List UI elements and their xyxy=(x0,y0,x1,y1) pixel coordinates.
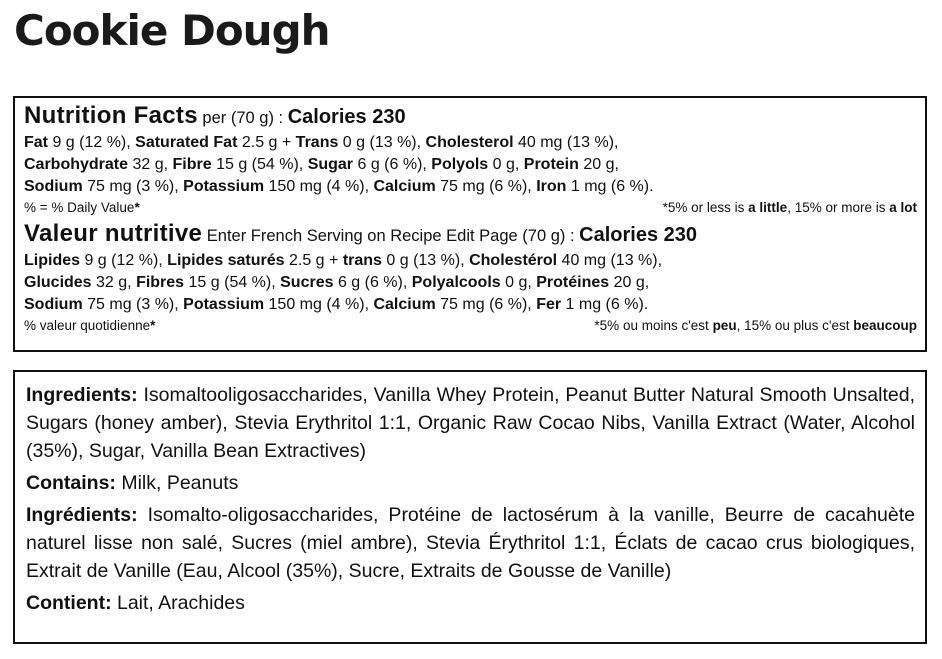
potassium-label: Potassium xyxy=(183,178,265,195)
contains-en xyxy=(26,469,915,497)
protein-value: 20 g, xyxy=(609,274,650,291)
dv-note-text: % = % Daily Value xyxy=(24,200,135,215)
saturated-fat-label: Saturated Fat xyxy=(135,134,238,151)
daily-value-note-en xyxy=(24,198,140,217)
sodium-label: Sodium xyxy=(24,178,83,195)
carbohydrate-label: Glucides xyxy=(24,274,92,291)
trans-label: Trans xyxy=(295,134,339,151)
potassium-value: 150 mg (4 %), xyxy=(264,296,374,313)
footnote-text-b: , 15% or more is xyxy=(787,200,890,215)
cholesterol-value: 40 mg (13 %), xyxy=(513,134,619,151)
sodium-value: 75 mg (3 %), xyxy=(82,296,184,313)
contains-fr-label: Contient: xyxy=(26,592,112,614)
ingredients-fr xyxy=(26,501,915,585)
calcium-label: Calcium xyxy=(373,178,436,195)
nutrient-row-minerals-fr xyxy=(24,294,917,316)
calcium-value: 75 mg (6 %), xyxy=(435,178,537,195)
iron-label: Fer xyxy=(536,296,562,313)
nutrient-row-carbs-en xyxy=(24,154,917,176)
fat-value: 9 g (12 %), xyxy=(48,134,136,151)
sodium-value: 75 mg (3 %), xyxy=(82,178,184,195)
ingredients-en-text: Isomaltooligosaccharides, Vanilla Whey Protein, Peanut Butter Natural Smooth Unsalted, Sugars (honey amber), Stevia Erythritol 1:1, Organic Raw Cocao Nibs, Vanilla Extract (Water, Alcohol (35%), Sugar, Vanilla Bean Extractives) xyxy=(26,384,915,462)
saturated-fat-value: 2.5 g + xyxy=(237,134,296,151)
dv-star: * xyxy=(150,318,156,333)
nutrient-row-carbs-fr xyxy=(24,272,917,294)
fibre-label: Fibres xyxy=(136,274,185,291)
potassium-value: 150 mg (4 %), xyxy=(264,178,374,195)
trans-label: trans xyxy=(342,252,382,269)
nutrition-facts-heading: Nutrition Facts xyxy=(24,102,198,129)
protein-label: Protéines xyxy=(536,274,610,291)
ingredients-fr-text: Isomalto-oligosaccharides, Protéine de lactosérum à la vanille, Beurre de cacahuète naturel lisse non salé, Sucres (miel ambre), Stevia Érythritol 1:1, Éclats de cacao crus biologiques, Extrait de Vanille (Eau, Alcool (35%), Sucre, Extraits de Gousse de Vanille) xyxy=(26,504,915,582)
contains-en-label: Contains: xyxy=(26,472,116,494)
ingredients-box xyxy=(13,370,927,644)
calcium-value: 75 mg (6 %), xyxy=(435,296,537,313)
potassium-label: Potassium xyxy=(183,296,265,313)
contains-en-text: Milk, Peanuts xyxy=(115,472,239,494)
fat-label: Lipides xyxy=(24,252,81,269)
footnote-little: peu xyxy=(712,318,737,333)
polyols-value: 0 g, xyxy=(500,274,537,291)
trans-value: 0 g (13 %), xyxy=(338,134,426,151)
sugar-label: Sucres xyxy=(280,274,334,291)
trans-value: 0 g (13 %), xyxy=(381,252,470,269)
sugar-label: Sugar xyxy=(307,156,354,173)
carbohydrate-label: Carbohydrate xyxy=(24,156,129,173)
calories-fr: Calories 230 xyxy=(579,224,698,246)
nutrient-row-fats-en xyxy=(24,132,917,154)
footnote-text-b: , 15% ou plus c'est xyxy=(736,318,854,333)
ingredients-fr-label: Ingrédients: xyxy=(26,504,138,526)
ingredients-en-label: Ingredients: xyxy=(26,384,138,406)
fibre-value: 15 g (54 %), xyxy=(211,156,308,173)
dv-star: * xyxy=(134,200,140,215)
daily-value-footnote-en xyxy=(663,198,917,217)
fat-label: Fat xyxy=(24,134,48,151)
polyols-value: 0 g, xyxy=(488,156,524,173)
product-title: Cookie Dough xyxy=(14,6,330,55)
iron-label: Iron xyxy=(536,178,567,195)
daily-value-row-en xyxy=(24,198,917,217)
footnote-text-a: *5% ou moins c'est xyxy=(594,318,713,333)
serving-size-fr: Enter French Serving on Recipe Edit Page (70 g) : xyxy=(202,227,580,245)
cholesterol-label: Cholesterol xyxy=(425,134,514,151)
dv-note-text: % valeur quotidienne xyxy=(24,318,151,333)
footnote-lot: a lot xyxy=(889,200,917,215)
fibre-value: 15 g (54 %), xyxy=(184,274,281,291)
calories-en: Calories 230 xyxy=(287,106,406,128)
nutrition-fr-header xyxy=(24,220,917,250)
footnote-text-a: *5% or less is xyxy=(662,200,749,215)
protein-value: 20 g, xyxy=(578,156,619,173)
polyols-label: Polyalcools xyxy=(411,274,501,291)
sodium-label: Sodium xyxy=(24,296,83,313)
iron-value: 1 mg (6 %). xyxy=(566,178,654,195)
cholesterol-value: 40 mg (13 %), xyxy=(557,252,663,269)
nutrient-row-minerals-en xyxy=(24,176,917,198)
daily-value-row-fr xyxy=(24,316,917,335)
iron-value: 1 mg (6 %). xyxy=(561,296,649,313)
protein-label: Protein xyxy=(523,156,579,173)
nutrition-en-header xyxy=(24,102,917,132)
daily-value-note-fr xyxy=(24,316,155,335)
contains-fr xyxy=(26,589,915,617)
nutrition-facts-table xyxy=(13,96,927,352)
nutrient-row-fats-fr xyxy=(24,250,917,272)
sugar-value: 6 g (6 %), xyxy=(353,156,432,173)
saturated-fat-label: Lipides saturés xyxy=(167,252,285,269)
sugar-value: 6 g (6 %), xyxy=(333,274,412,291)
carbohydrate-value: 32 g, xyxy=(91,274,137,291)
footnote-lot: beaucoup xyxy=(853,318,917,333)
calcium-label: Calcium xyxy=(373,296,436,313)
carbohydrate-value: 32 g, xyxy=(128,156,173,173)
ingredients-en xyxy=(26,381,915,465)
valeur-nutritive-heading: Valeur nutritive xyxy=(24,220,203,247)
polyols-label: Polyols xyxy=(431,156,489,173)
contains-fr-text: Lait, Arachides xyxy=(111,592,245,614)
serving-size-en: per (70 g) : xyxy=(197,109,288,127)
saturated-fat-value: 2.5 g + xyxy=(284,252,343,269)
fibre-label: Fibre xyxy=(172,156,212,173)
fat-value: 9 g (12 %), xyxy=(80,252,168,269)
footnote-little: a little xyxy=(748,200,788,215)
daily-value-footnote-fr xyxy=(594,316,917,335)
cholesterol-label: Cholestérol xyxy=(469,252,558,269)
